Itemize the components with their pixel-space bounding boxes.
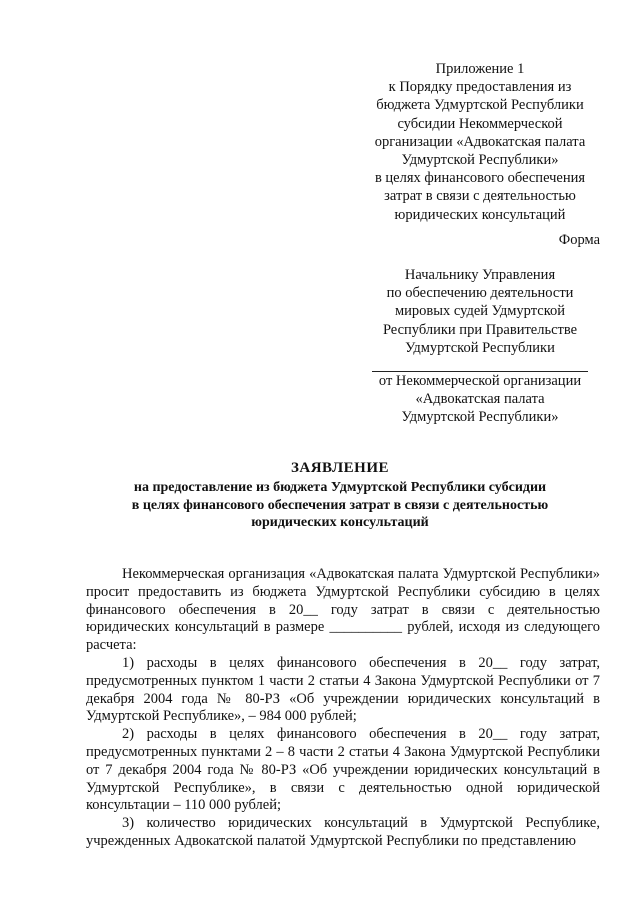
appendix-line: бюджета Удмуртской Республики xyxy=(376,97,584,114)
appendix-line: юридических консультаций xyxy=(394,206,566,223)
sender-block xyxy=(360,372,600,427)
subtitle-line: в целях финансового обеспечения затрат в связи с деятельностью xyxy=(131,497,549,513)
body-paragraph: Некоммерческая организация «Адвокатская палата Удмуртской Республики» просит предоставить из бюджета Удмуртской Республики субсидию в целях финансового обеспечения в 20__ году затрат в связи с деятельностью юридических консультаций в размере __________ рублей, исходя из следующего расчета: xyxy=(86,566,600,654)
document-body xyxy=(86,566,600,851)
addressee-line: мировых судей Удмуртской xyxy=(394,303,566,320)
appendix-line: затрат в связи с деятельностью xyxy=(384,188,576,205)
appendix-line: к Порядку предоставления из xyxy=(388,79,572,96)
subtitle-line: на предоставление из бюджета Удмуртской Республики субсидии xyxy=(133,480,547,495)
body-paragraph: 3) количество юридических консультаций в Удмуртской Республике, учрежденных Адвокатской палатой Удмуртской Республики по представлению xyxy=(86,815,600,849)
body-paragraph: 2) расходы в целях финансового обеспечения в 20__ году затрат, предусмотренных пунктами 2 – 8 части 2 статьи 4 Закона Удмуртской Республики от 7 декабря 2004 года № 80-РЗ «Об учреждении юридических консультаций в Удмуртской Республике», в связи с деятельностью одной юридической консультации – 110 000 рублей; xyxy=(86,726,600,814)
sender-line: «Адвокатская палата xyxy=(415,391,545,408)
addressee-line: Начальнику Управления xyxy=(404,267,556,283)
appendix-line: Удмуртской Республики» xyxy=(401,152,559,169)
document-subtitle xyxy=(40,479,640,532)
sender-line: Удмуртской Республики» xyxy=(401,409,559,426)
appendix-line: организации «Адвокатская палата xyxy=(374,133,586,150)
addressee-block xyxy=(360,266,600,357)
appendix-line: субсидии Некоммерческой xyxy=(397,115,563,132)
appendix-header xyxy=(360,60,600,224)
addressee-line: Удмуртской Республики xyxy=(405,339,555,356)
appendix-line: Приложение 1 xyxy=(435,61,525,77)
addressee-line: Республики при Правительстве xyxy=(382,321,578,338)
body-paragraph: 1) расходы в целях финансового обеспечения в 20__ году затрат, предусмотренных пунктом 1 части 2 статьи 4 Закона Удмуртской Республики от 7 декабря 2004 года № 80-РЗ «Об учреждении юридических консультаций в Удмуртской Республике», – 984 000 рублей; xyxy=(86,654,600,725)
subtitle-line: юридических консультаций xyxy=(251,515,429,530)
addressee-line: по обеспечению деятельности xyxy=(386,285,574,302)
form-label: Форма xyxy=(558,232,600,248)
sender-line: от Некоммерческой организации xyxy=(378,373,582,389)
document-title: ЗАЯВЛЕНИЕ xyxy=(290,460,390,476)
appendix-line: в целях финансового обеспечения xyxy=(374,170,586,187)
